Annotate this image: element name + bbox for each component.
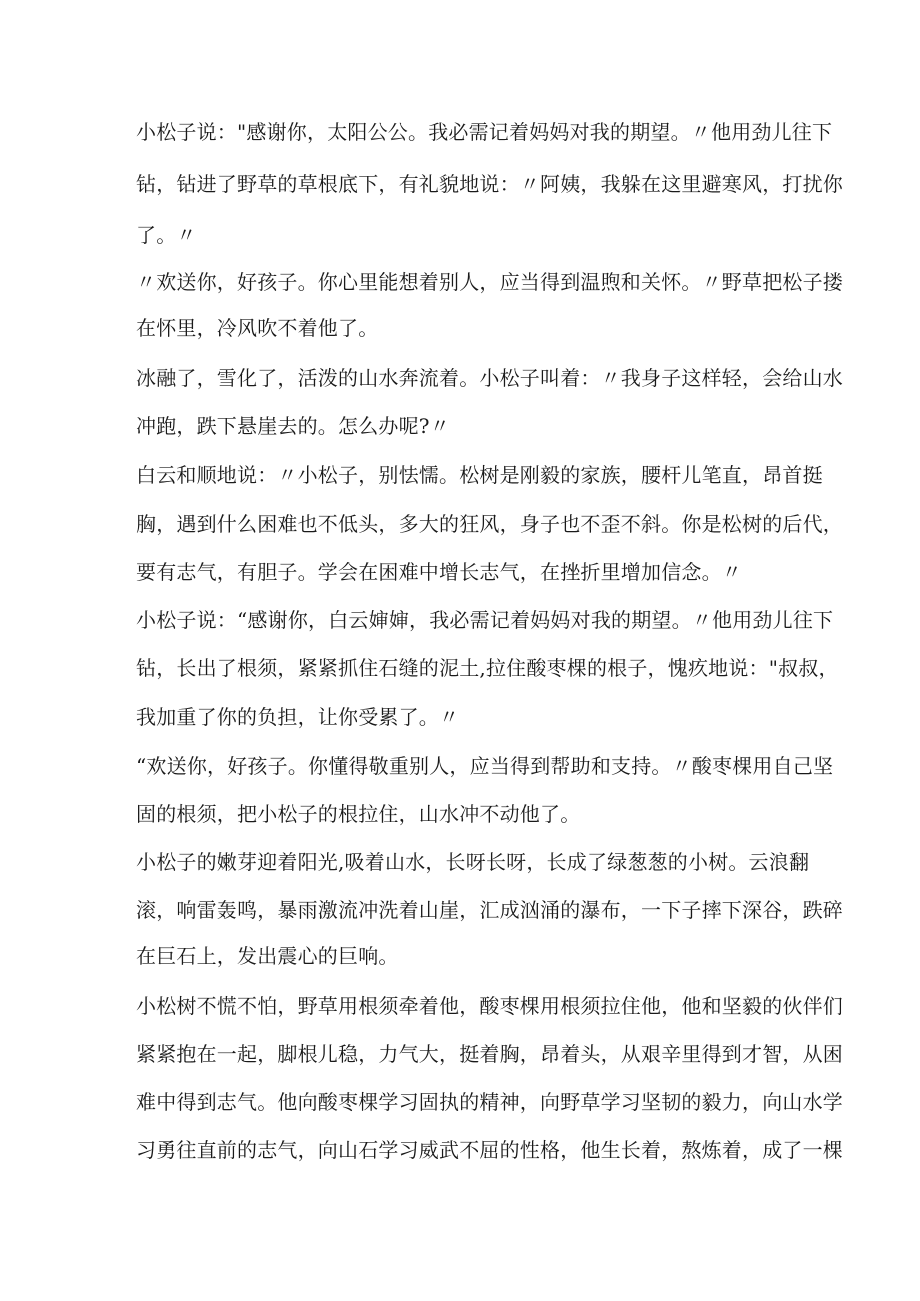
text-line: 固的根须，把小松子的根拉住，山水冲不动他了。 (136, 802, 581, 826)
text-line: 在巨石上，发出震心的巨响。 (136, 944, 399, 968)
text-line: 钻，钻进了野草的草根底下，有礼貌地说：〃阿姨，我躲在这里避寒风，打扰你 (136, 172, 843, 196)
text-line: 了。〃 (136, 223, 197, 247)
text-line: 小松子说：“感谢你，白云婶婶，我必需记着妈妈对我的期望。〃他用劲儿往下 (136, 608, 834, 632)
text-line: 〃欢送你，好孩子。你心里能想着别人，应当得到温煦和关怀。〃野草把松子搂 (136, 270, 843, 294)
text-line: 紧紧抱在一起，脚根儿稳，力气大，挺着胸，昂着头，从艰辛里得到才智，从困 (136, 1042, 843, 1066)
text-line: 小松子说："感谢你，太阳公公。我必需记着妈妈对我的期望。〃他用劲儿往下 (136, 120, 833, 144)
text-line: 习勇往直前的志气，向山石学习威武不屈的性格，他生长着，熬炼着，成了一棵 (136, 1138, 843, 1162)
text-line: “欢送你，好孩子。你懂得敬重别人，应当得到帮助和支持。〃酸枣棵用自己坚 (136, 754, 834, 778)
text-line: 在怀里，冷风吹不着他了。 (136, 316, 379, 340)
text-line: 冰融了，雪化了，活泼的山水奔流着。小松子叫着：〃我身子这样轻，会给山水 (136, 366, 843, 390)
text-line: 难中得到志气。他向酸枣棵学习固执的精神，向野草学习坚韧的毅力，向山水学 (136, 1090, 843, 1114)
text-line: 冲跑，跌下悬崖去的。怎么办呢?〃 (136, 414, 450, 438)
text-line: 小松树不慌不怕，野草用根须牵着他，酸枣棵用根须拉住他，他和坚毅的伙伴们 (136, 994, 843, 1018)
text-line: 小松子的嫩芽迎着阳光,吸着山水，长呀长呀，长成了绿葱葱的小树。云浪翻 (136, 850, 810, 874)
text-line: 胸，遇到什么困难也不低头，多大的狂风，身子也不歪不斜。你是松树的后代， (136, 512, 843, 536)
text-line: 要有志气，有胆子。学会在困难中增长志气，在挫折里增加信念。〃 (136, 560, 742, 584)
text-line: 我加重了你的负担，让你受累了。〃 (136, 705, 460, 729)
text-line: 白云和顺地说：〃小松子，别怯懦。松树是刚毅的家族，腰杆儿笔直，昂首挺 (136, 463, 823, 487)
text-line: 钻，长出了根须，紧紧抓住石缝的泥土,拉住酸枣棵的根子，愧疚地说："叔叔， (136, 656, 839, 680)
text-line: 滚，响雷轰鸣，暴雨激流冲洗着山崖，汇成汹涌的瀑布，一下子摔下深谷，跌碎 (136, 898, 843, 922)
